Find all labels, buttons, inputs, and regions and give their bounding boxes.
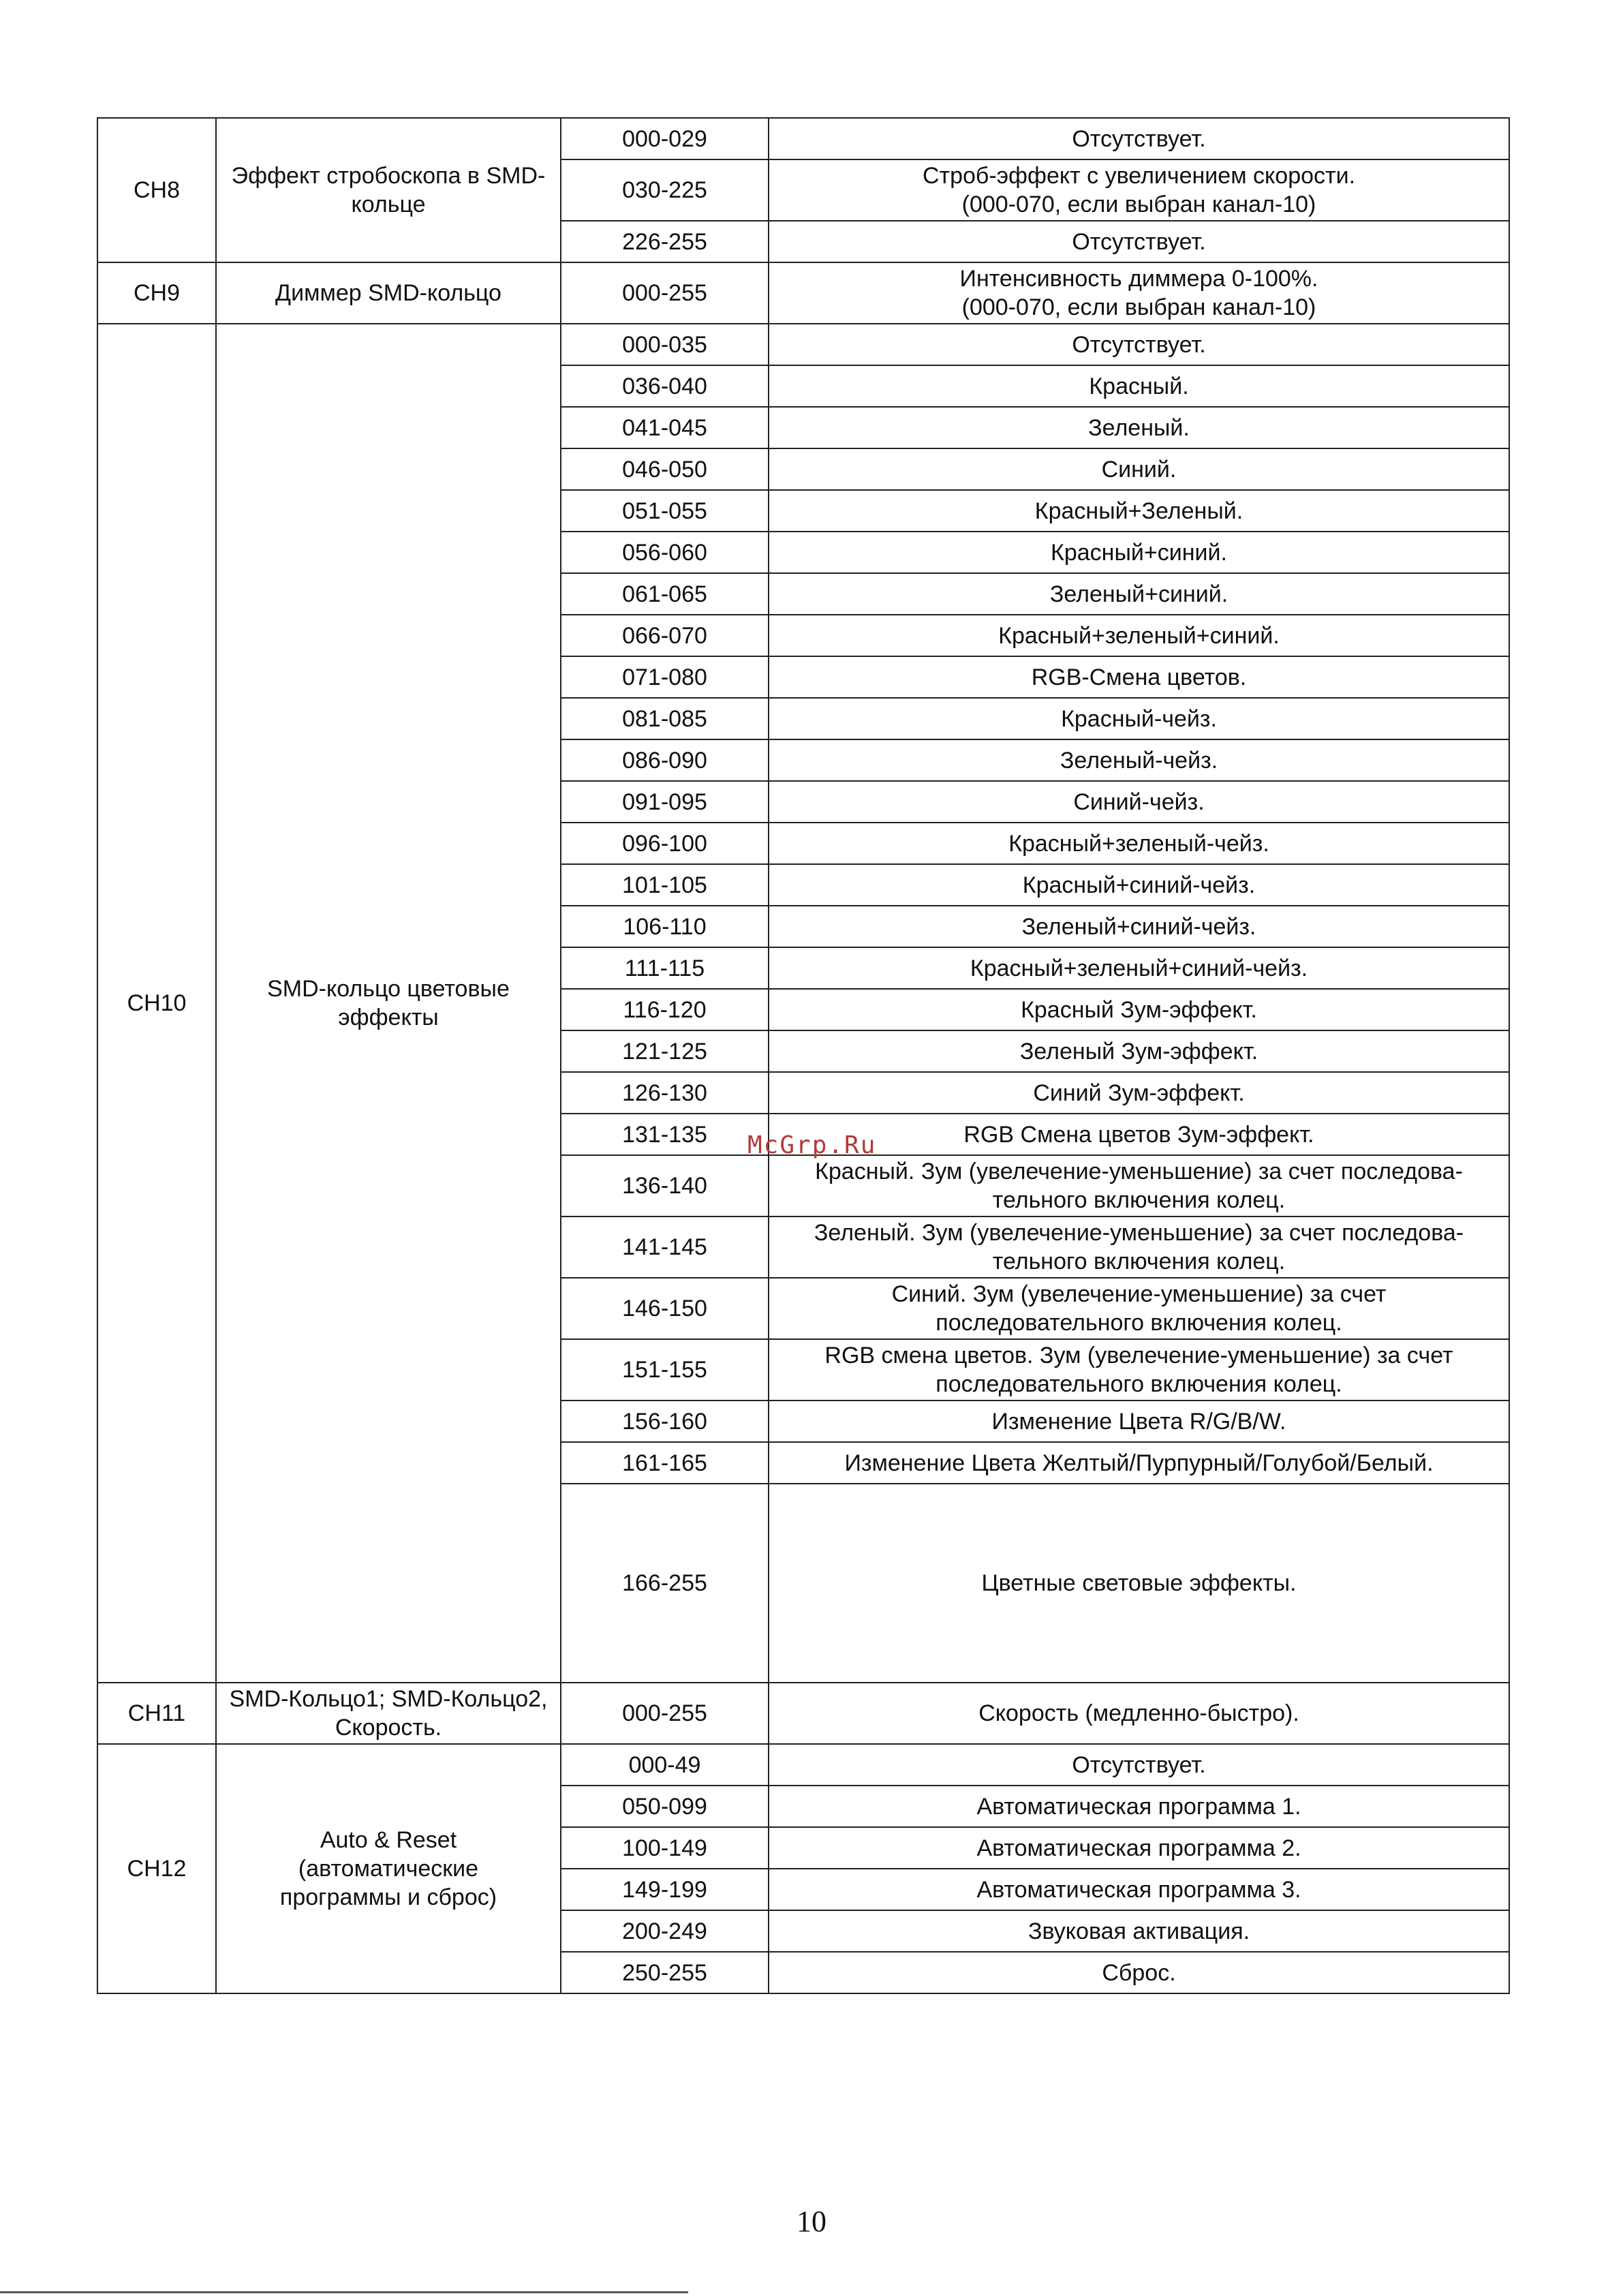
value-range-cell: 066-070 [561, 615, 769, 656]
description-cell: Автоматическая программа 1. [769, 1786, 1509, 1827]
description-cell: Сброс. [769, 1952, 1509, 1993]
value-range-cell: 250-255 [561, 1952, 769, 1993]
description-cell: Цветные световые эффекты. [769, 1484, 1509, 1683]
table-row [97, 1744, 1509, 1786]
description-cell: Синий-чейз. [769, 781, 1509, 823]
value-range-cell: 161-165 [561, 1442, 769, 1484]
value-range-cell: 126-130 [561, 1072, 769, 1114]
description-cell: RGB смена цветов. Зум (увелечение-уменьшение) за счет последовательного включения колец. [769, 1339, 1509, 1400]
value-range-cell: 100-149 [561, 1827, 769, 1869]
description-cell: Отсутствует. [769, 324, 1509, 365]
description-cell: Зеленый. Зум (увелечение-уменьшение) за счет последова- тельного включения колец. [769, 1216, 1509, 1278]
description-cell: Красный+синий. [769, 532, 1509, 573]
value-range-cell: 036-040 [561, 365, 769, 407]
value-range-cell: 141-145 [561, 1216, 769, 1278]
description-cell: Отсутствует. [769, 221, 1509, 262]
description-cell: Зеленый-чейз. [769, 739, 1509, 781]
value-range-cell: 156-160 [561, 1400, 769, 1442]
bottom-rule [0, 2291, 688, 2293]
value-range-cell: 030-225 [561, 159, 769, 221]
description-cell: Красный+зеленый-чейз. [769, 823, 1509, 864]
page-number: 10 [797, 2205, 826, 2238]
description-cell: Синий. Зум (увелечение-уменьшение) за счет последовательного включения колец. [769, 1278, 1509, 1339]
description-cell: Зеленый Зум-эффект. [769, 1030, 1509, 1072]
description-cell: Зеленый+синий-чейз. [769, 906, 1509, 947]
value-range-cell: 056-060 [561, 532, 769, 573]
value-range-cell: 091-095 [561, 781, 769, 823]
channel-cell: CH9 [97, 262, 216, 324]
description-cell: Синий. [769, 448, 1509, 490]
value-range-cell: 086-090 [561, 739, 769, 781]
value-range-cell: 046-050 [561, 448, 769, 490]
value-range-cell: 000-49 [561, 1744, 769, 1786]
function-cell: Auto & Reset (автоматические программы и сброс) [216, 1744, 561, 1993]
description-cell: Автоматическая программа 2. [769, 1827, 1509, 1869]
description-cell: Звуковая активация. [769, 1910, 1509, 1952]
channel-cell: CH10 [97, 324, 216, 1683]
description-cell: Автоматическая программа 3. [769, 1869, 1509, 1910]
description-cell: RGB Смена цветов Зум-эффект. [769, 1114, 1509, 1155]
description-cell: Интенсивность диммера 0-100%. (000-070, если выбран канал-10) [769, 262, 1509, 324]
description-cell: Красный+синий-чейз. [769, 864, 1509, 906]
description-cell: Отсутствует. [769, 1744, 1509, 1786]
value-range-cell: 149-199 [561, 1869, 769, 1910]
function-cell: SMD-Кольцо1; SMD-Кольцо2, Скорость. [216, 1683, 561, 1744]
value-range-cell: 111-115 [561, 947, 769, 989]
channel-cell: CH11 [97, 1683, 216, 1744]
value-range-cell: 101-105 [561, 864, 769, 906]
description-cell: Красный+зеленый+синий-чейз. [769, 947, 1509, 989]
value-range-cell: 146-150 [561, 1278, 769, 1339]
description-cell: RGB-Смена цветов. [769, 656, 1509, 698]
description-cell: Изменение Цвета Желтый/Пурпурный/Голубой/Белый. [769, 1442, 1509, 1484]
value-range-cell: 000-035 [561, 324, 769, 365]
description-cell: Зеленый+синий. [769, 573, 1509, 615]
value-range-cell: 151-155 [561, 1339, 769, 1400]
channel-cell: CH12 [97, 1744, 216, 1993]
value-range-cell: 200-249 [561, 1910, 769, 1952]
description-cell: Красный+зеленый+синий. [769, 615, 1509, 656]
table-row [97, 118, 1509, 159]
dmx-channel-table [97, 117, 1510, 1994]
description-cell: Красный Зум-эффект. [769, 989, 1509, 1030]
value-range-cell: 131-135 [561, 1114, 769, 1155]
value-range-cell: 121-125 [561, 1030, 769, 1072]
value-range-cell: 051-055 [561, 490, 769, 532]
value-range-cell: 061-065 [561, 573, 769, 615]
value-range-cell: 081-085 [561, 698, 769, 739]
channel-cell: CH8 [97, 118, 216, 262]
value-range-cell: 000-255 [561, 1683, 769, 1744]
table-row [97, 262, 1509, 324]
value-range-cell: 136-140 [561, 1155, 769, 1216]
description-cell: Строб-эффект с увеличением скорости. (000-070, если выбран канал-10) [769, 159, 1509, 221]
description-cell: Красный+Зеленый. [769, 490, 1509, 532]
function-cell: SMD-кольцо цветовые эффекты [216, 324, 561, 1683]
function-cell: Эффект стробоскопа в SMD-кольце [216, 118, 561, 262]
value-range-cell: 226-255 [561, 221, 769, 262]
table-body [97, 118, 1509, 1993]
description-cell: Красный-чейз. [769, 698, 1509, 739]
value-range-cell: 000-029 [561, 118, 769, 159]
table-row [97, 324, 1509, 365]
value-range-cell: 166-255 [561, 1484, 769, 1683]
value-range-cell: 071-080 [561, 656, 769, 698]
value-range-cell: 050-099 [561, 1786, 769, 1827]
description-cell: Изменение Цвета R/G/B/W. [769, 1400, 1509, 1442]
value-range-cell: 116-120 [561, 989, 769, 1030]
table-row [97, 1683, 1509, 1744]
value-range-cell: 041-045 [561, 407, 769, 448]
description-cell: Скорость (медленно-быстро). [769, 1683, 1509, 1744]
description-cell: Красный. [769, 365, 1509, 407]
description-cell: Красный. Зум (увелечение-уменьшение) за счет последова- тельного включения колец. [769, 1155, 1509, 1216]
description-cell: Зеленый. [769, 407, 1509, 448]
function-cell: Диммер SMD-кольцо [216, 262, 561, 324]
description-cell: Синий Зум-эффект. [769, 1072, 1509, 1114]
value-range-cell: 000-255 [561, 262, 769, 324]
value-range-cell: 106-110 [561, 906, 769, 947]
value-range-cell: 096-100 [561, 823, 769, 864]
watermark: McGrp.Ru [747, 1131, 877, 1159]
description-cell: Отсутствует. [769, 118, 1509, 159]
